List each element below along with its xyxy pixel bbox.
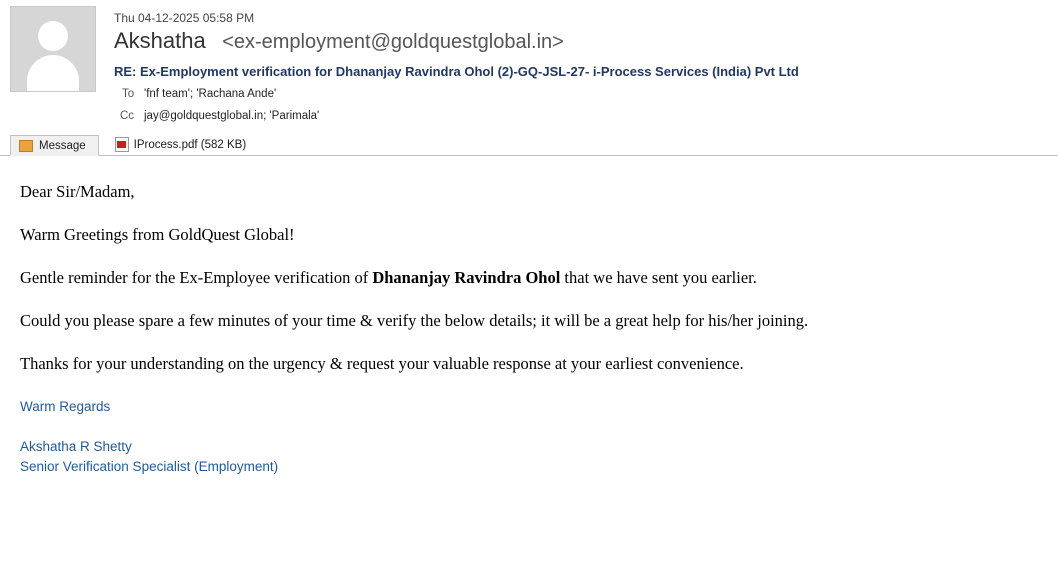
cc-row (114, 105, 1042, 127)
body-line-3: Could you please spare a few minutes of your time & verify the below details; it will be a great help for his/her joining. (20, 311, 809, 330)
sender-address[interactable]: <ex-employment@goldquestglobal.in> (222, 31, 564, 53)
body-line-1: Warm Greetings from GoldQuest Global! (20, 225, 295, 244)
avatar-body-icon (27, 55, 79, 92)
envelope-icon (19, 140, 33, 152)
to-recipients[interactable]: 'fnf team'; 'Rachana Ande' (144, 88, 277, 100)
signature-title: Senior Verification Specialist (Employment) (20, 459, 279, 474)
email-body (0, 156, 1058, 374)
body-line-2 (20, 268, 1038, 288)
email-sender (114, 26, 1042, 59)
attachment-label: IProcess.pdf (582 KB) (133, 138, 247, 151)
cc-label: Cc (120, 110, 135, 122)
body-line-4: Thanks for your understanding on the urgency & request your valuable response at your earliest convenience. (20, 354, 744, 373)
tab-message-label: Message (39, 139, 86, 152)
tab-message[interactable] (10, 135, 99, 156)
email-date: Thu 04-12-2025 05:58 PM (114, 11, 255, 25)
to-row (114, 83, 1042, 105)
body-greeting: Dear Sir/Madam, (20, 182, 135, 201)
attachment-bar (0, 133, 1058, 156)
to-label: To (122, 88, 135, 100)
sender-name: Akshatha (114, 28, 206, 53)
email-header (0, 0, 1058, 127)
body-line-2-prefix: Gentle reminder for the Ex-Employee verification of (20, 268, 373, 287)
email-subject: RE: Ex-Employment verification for Dhananjay Ravindra Ohol (2)-GQ-JSL-27- i-Process Services (India) Pvt Ltd (114, 64, 799, 79)
pdf-icon (115, 137, 129, 152)
attachment-iprocess-pdf[interactable] (115, 137, 247, 155)
avatar (10, 6, 96, 92)
body-line-2-suffix: that we have sent you earlier. (560, 268, 757, 287)
body-line-2-bold: Dhananjay Ravindra Ohol (372, 268, 561, 287)
cc-recipients[interactable]: jay@goldquestglobal.in; 'Parimala' (144, 110, 320, 122)
avatar-head-icon (38, 21, 68, 51)
signature-name: Akshatha R Shetty (20, 439, 132, 454)
signature-regards: Warm Regards (20, 399, 111, 414)
email-signature (0, 397, 1058, 477)
header-fields (114, 6, 1058, 127)
